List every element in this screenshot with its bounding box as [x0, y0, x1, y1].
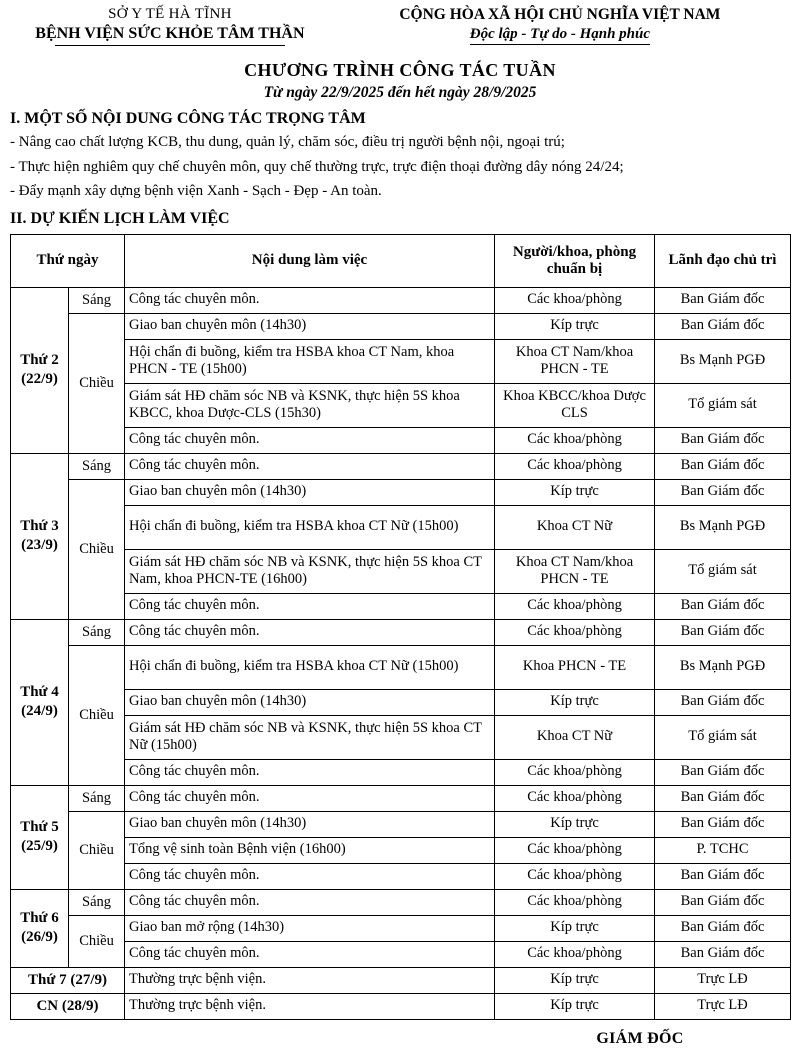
table-row [11, 287, 791, 313]
activity-prep: Khoa CT Nam/khoa PHCN - TE [495, 339, 655, 383]
activity-prep: Các khoa/phòng [495, 453, 655, 479]
day-date: (23/9) [21, 537, 58, 554]
table-row [11, 889, 791, 915]
national-motto: Độc lập - Tự do - Hạnh phúc [470, 26, 650, 45]
session-label-afternoon: Chiều [69, 313, 125, 453]
day-cell-wed [11, 619, 69, 785]
activity-leader: Ban Giám đốc [655, 427, 791, 453]
activity-content: Tổng vệ sinh toàn Bệnh viện (16h00) [125, 837, 495, 863]
activity-prep: Các khoa/phòng [495, 287, 655, 313]
section-2-heading: II. DỰ KIẾN LỊCH LÀM VIỆC [10, 209, 230, 227]
activity-prep: Các khoa/phòng [495, 863, 655, 889]
activity-leader: Ban Giám đốc [655, 453, 791, 479]
activity-leader: Ban Giám đốc [655, 889, 791, 915]
header-left-block [10, 6, 330, 46]
day-cell-sat: Thứ 7 (27/9) [11, 967, 125, 993]
activity-content: Giao ban chuyên môn (14h30) [125, 689, 495, 715]
column-header-content: Nội dung làm việc [125, 234, 495, 287]
activity-leader: Bs Mạnh PGĐ [655, 505, 791, 549]
activity-leader: Ban Giám đốc [655, 619, 791, 645]
activity-prep: Các khoa/phòng [495, 593, 655, 619]
activity-leader: Ban Giám đốc [655, 759, 791, 785]
table-header [11, 234, 791, 287]
activity-leader: Ban Giám đốc [655, 593, 791, 619]
session-label-morning: Sáng [69, 785, 125, 811]
page-title: CHƯƠNG TRÌNH CÔNG TÁC TUẦN [244, 60, 556, 81]
activity-leader: Ban Giám đốc [655, 313, 791, 339]
table-row [11, 453, 791, 479]
activity-content: Công tác chuyên môn. [125, 593, 495, 619]
activity-leader: Ban Giám đốc [655, 941, 791, 967]
activity-prep: Các khoa/phòng [495, 941, 655, 967]
activity-leader: Tổ giám sát [655, 383, 791, 427]
table-row [11, 837, 791, 863]
table-row [11, 313, 791, 339]
activity-content: Công tác chuyên môn. [125, 453, 495, 479]
signature-block [10, 1030, 790, 1048]
day-date: (26/9) [21, 929, 58, 946]
session-label-morning: Sáng [69, 619, 125, 645]
table-row [11, 645, 791, 689]
column-header-day: Thứ ngày [11, 234, 125, 287]
activity-prep: Kíp trực [495, 313, 655, 339]
issuing-department: SỞ Y TẾ HÀ TĨNH [108, 6, 232, 22]
activity-prep: Khoa CT Nữ [495, 715, 655, 759]
page-subtitle: Từ ngày 22/9/2025 đến hết ngày 28/9/2025 [263, 84, 537, 102]
activity-prep: Khoa PHCN - TE [495, 645, 655, 689]
day-cell-mon [11, 287, 69, 453]
activity-prep: Kíp trực [495, 915, 655, 941]
table-row [11, 619, 791, 645]
activity-content: Công tác chuyên môn. [125, 759, 495, 785]
activity-content: Công tác chuyên môn. [125, 427, 495, 453]
table-row [11, 967, 791, 993]
table-row [11, 689, 791, 715]
activity-content: Thường trực bệnh viện. [125, 993, 495, 1019]
activity-content: Công tác chuyên môn. [125, 785, 495, 811]
table-row [11, 811, 791, 837]
country-name: CỘNG HÒA XÃ HỘI CHỦ NGHĨA VIỆT NAM [399, 6, 721, 23]
activity-leader: Bs Mạnh PGĐ [655, 339, 791, 383]
table-row [11, 505, 791, 549]
activity-prep: Các khoa/phòng [495, 619, 655, 645]
activity-prep: Các khoa/phòng [495, 889, 655, 915]
activity-content: Giám sát HĐ chăm sóc NB và KSNK, thực hiện 5S khoa CT Nữ (15h00) [125, 715, 495, 759]
day-label: Thứ 6 [20, 910, 59, 927]
activity-content: Công tác chuyên môn. [125, 863, 495, 889]
activity-content: Công tác chuyên môn. [125, 619, 495, 645]
activity-prep: Kíp trực [495, 967, 655, 993]
day-label: Thứ 5 [20, 819, 59, 836]
section-1-heading: I. MỘT SỐ NỘI DUNG CÔNG TÁC TRỌNG TÂM [10, 110, 366, 128]
day-date: (22/9) [21, 371, 58, 388]
table-row [11, 549, 791, 593]
activity-content: Thường trực bệnh viện. [125, 967, 495, 993]
header-left-rule [55, 45, 285, 46]
table-row [11, 427, 791, 453]
activity-prep: Các khoa/phòng [495, 427, 655, 453]
activity-prep: Các khoa/phòng [495, 785, 655, 811]
activity-content: Hội chẩn đi buồng, kiểm tra HSBA khoa CT Nữ (15h00) [125, 645, 495, 689]
activity-prep: Kíp trực [495, 479, 655, 505]
table-row [11, 479, 791, 505]
activity-leader: Tổ giám sát [655, 715, 791, 759]
activity-prep: Kíp trực [495, 689, 655, 715]
column-header-leader: Lãnh đạo chủ trì [655, 234, 791, 287]
table-body [11, 287, 791, 1019]
activity-leader: P. TCHC [655, 837, 791, 863]
activity-leader: Trực LĐ [655, 993, 791, 1019]
activity-prep: Khoa CT Nam/khoa PHCN - TE [495, 549, 655, 593]
signer-title: GIÁM ĐỐC [596, 1029, 684, 1047]
activity-content: Công tác chuyên môn. [125, 941, 495, 967]
activity-leader: Ban Giám đốc [655, 915, 791, 941]
day-date: (25/9) [21, 838, 58, 855]
schedule-table [10, 234, 791, 1020]
section-1-bullet-2: - Thực hiện nghiêm quy chế chuyên môn, quy chế thường trực, trực điện thoại đường dây nóng 24/24; [10, 158, 624, 175]
activity-leader: Trực LĐ [655, 967, 791, 993]
table-row [11, 863, 791, 889]
activity-leader: Ban Giám đốc [655, 689, 791, 715]
section-1-bullet-3: - Đẩy mạnh xây dựng bệnh viện Xanh - Sạch - Đẹp - An toàn. [10, 183, 382, 200]
activity-prep: Các khoa/phòng [495, 837, 655, 863]
table-row [11, 759, 791, 785]
table-row [11, 785, 791, 811]
table-row [11, 993, 791, 1019]
day-label: Thứ 4 [20, 684, 59, 701]
activity-leader: Ban Giám đốc [655, 863, 791, 889]
table-header-row [11, 234, 791, 287]
activity-content: Giao ban chuyên môn (14h30) [125, 479, 495, 505]
activity-content: Giao ban mở rộng (14h30) [125, 915, 495, 941]
session-label-afternoon: Chiều [69, 645, 125, 785]
day-cell-tue [11, 453, 69, 619]
section-1-bullet-1: - Nâng cao chất lượng KCB, thu dung, quản lý, chăm sóc, điều trị người bệnh nội, ngoại trú; [10, 134, 565, 151]
session-label-morning: Sáng [69, 453, 125, 479]
header-right-block [330, 6, 790, 45]
column-header-prep: Người/khoa, phòng chuẩn bị [495, 234, 655, 287]
day-label: Thứ 2 [20, 352, 59, 369]
activity-content: Công tác chuyên môn. [125, 287, 495, 313]
session-label-morning: Sáng [69, 287, 125, 313]
table-row [11, 383, 791, 427]
day-cell-sun: CN (28/9) [11, 993, 125, 1019]
table-row [11, 715, 791, 759]
activity-content: Giao ban chuyên môn (14h30) [125, 313, 495, 339]
activity-leader: Ban Giám đốc [655, 811, 791, 837]
activity-prep: Kíp trực [495, 993, 655, 1019]
title-block [10, 60, 790, 102]
activity-content: Giám sát HĐ chăm sóc NB và KSNK, thực hiện 5S khoa KBCC, khoa Dược-CLS (15h30) [125, 383, 495, 427]
table-row [11, 915, 791, 941]
activity-leader: Tổ giám sát [655, 549, 791, 593]
activity-prep: Các khoa/phòng [495, 759, 655, 785]
session-label-morning: Sáng [69, 889, 125, 915]
session-label-afternoon: Chiều [69, 915, 125, 967]
table-row [11, 941, 791, 967]
activity-leader: Ban Giám đốc [655, 287, 791, 313]
activity-prep: Khoa KBCC/khoa Dược CLS [495, 383, 655, 427]
document-footer [10, 1030, 790, 1048]
activity-leader: Ban Giám đốc [655, 479, 791, 505]
issuing-hospital [10, 25, 330, 46]
activity-content: Giao ban chuyên môn (14h30) [125, 811, 495, 837]
activity-leader: Ban Giám đốc [655, 785, 791, 811]
activity-leader: Bs Mạnh PGĐ [655, 645, 791, 689]
document-header [10, 6, 790, 46]
day-label: Thứ 3 [20, 518, 59, 535]
day-cell-fri [11, 889, 69, 967]
issuing-hospital-label: BỆNH VIỆN SỨC KHỎE TÂM THẦN [35, 25, 305, 42]
activity-content: Giám sát HĐ chăm sóc NB và KSNK, thực hiện 5S khoa CT Nam, khoa PHCN-TE (16h00) [125, 549, 495, 593]
table-row [11, 593, 791, 619]
activity-content: Hội chẩn đi buồng, kiểm tra HSBA khoa CT Nữ (15h00) [125, 505, 495, 549]
table-row [11, 339, 791, 383]
activity-prep: Kíp trực [495, 811, 655, 837]
day-cell-thu [11, 785, 69, 889]
session-label-afternoon: Chiều [69, 811, 125, 889]
day-date: (24/9) [21, 703, 58, 720]
session-label-afternoon: Chiều [69, 479, 125, 619]
activity-content: Hội chẩn đi buồng, kiểm tra HSBA khoa CT Nam, khoa PHCN - TE (15h00) [125, 339, 495, 383]
activity-content: Công tác chuyên môn. [125, 889, 495, 915]
activity-prep: Khoa CT Nữ [495, 505, 655, 549]
